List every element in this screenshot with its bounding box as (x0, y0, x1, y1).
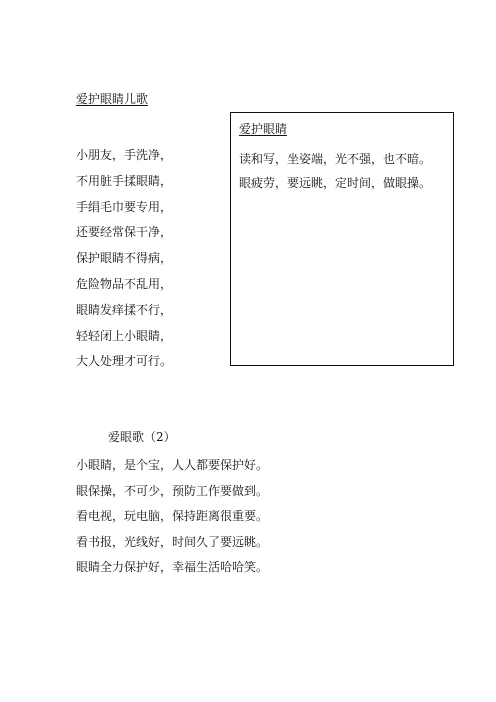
eye-care-song-title: 爱护眼睛儿歌 (76, 92, 149, 106)
poem-line: 大人处理才可行。 (76, 354, 173, 369)
poem-line: 眼保操，不可少，预防工作要做到。 (76, 483, 269, 498)
box-body (239, 147, 431, 195)
poem-line: 小朋友，手洗净， (76, 148, 173, 162)
poem-line: 轻轻闭上小眼睛， (76, 328, 173, 343)
box-title: 爱护眼睛 (239, 122, 288, 136)
poem-line: 眼睛全力保护好，幸福生活哈哈笑。 (76, 560, 269, 574)
love-eyes-song-title: 爱眼歌（2） (108, 430, 176, 444)
eye-care-song-body (76, 143, 172, 375)
love-eyes-song-body (76, 453, 268, 581)
eye-care-box (230, 112, 454, 366)
poem-line: 还要经常保干净， (76, 225, 173, 240)
poem-line: 小眼睛，是个宝，人人都要保护好。 (76, 458, 269, 472)
poem-line: 手绢毛巾要专用， (76, 199, 173, 214)
box-line: 读和写，坐姿端，光不强，也不暗。 (239, 152, 432, 166)
poem-line: 看书报，光线好，时间久了要远眺。 (76, 534, 269, 549)
box-line: 眼疲劳，要远眺，定时间，做眼操。 (239, 176, 432, 190)
poem-line: 看电视，玩电脑，保持距离很重要。 (76, 509, 269, 523)
poem-line: 眼睛发痒揉不行， (76, 302, 173, 317)
poem-line: 保护眼睛不得病， (76, 251, 173, 266)
poem-line: 危险物品不乱用， (76, 276, 173, 291)
poem-line: 不用脏手揉眼睛， (76, 173, 173, 188)
